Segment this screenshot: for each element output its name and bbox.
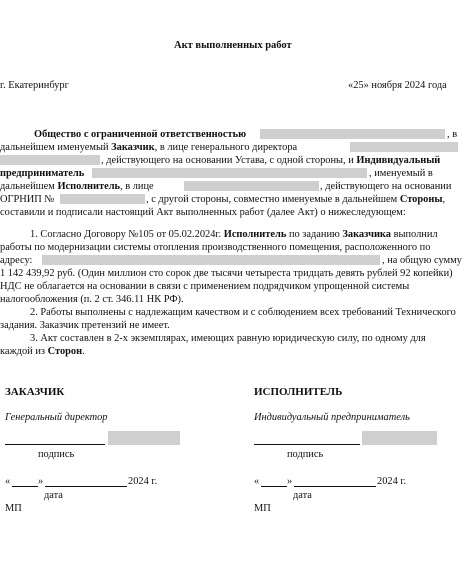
p1-text: 1. Согласно Договору №105 от 05.02.2024г. bbox=[30, 229, 222, 240]
intro-line-3 bbox=[101, 154, 440, 167]
redacted-director-name bbox=[350, 142, 458, 152]
p3-text: . bbox=[82, 346, 85, 357]
redacted-entrepreneur-name bbox=[92, 168, 367, 178]
redacted-representative bbox=[184, 181, 319, 191]
contractor-month-line bbox=[294, 486, 376, 487]
contractor-date-close-quote: » bbox=[287, 476, 293, 487]
customer-date-open-quote: « bbox=[5, 476, 11, 487]
intro-line-1 bbox=[34, 128, 246, 141]
p2-line-1: 2. Работы выполнены с надлежащим качеством и с соблюдением всех требований Технического bbox=[30, 307, 456, 318]
p3-line-1: 3. Акт составлен в 2-х экземплярах, имеющих равную юридическую силу, по одному для bbox=[30, 333, 426, 344]
p3-line-2 bbox=[0, 345, 85, 358]
redacted-company-name bbox=[260, 129, 445, 139]
intro-text: , действующего на основании bbox=[320, 181, 452, 192]
p1-text: выполнил bbox=[393, 229, 438, 240]
intro-line-6 bbox=[146, 193, 445, 206]
customer-stamp-label: МП bbox=[5, 503, 22, 514]
customer-heading: ЗАКАЗЧИК bbox=[5, 386, 65, 398]
p1-text: по заданию bbox=[288, 229, 340, 240]
contractor-heading: ИСПОЛНИТЕЛЬ bbox=[254, 386, 343, 398]
p1-line-4: 1 142 439,92 руб. (Один миллион сто сорок две тысячи четыреста тридцать девять рублей 92 копейки) bbox=[0, 268, 453, 279]
intro-line-7: составили и подписали настоящий Акт выполненных работ (далее Акт) о нижеследующем: bbox=[0, 207, 406, 218]
intro-text: , именуемый в bbox=[369, 168, 433, 179]
contractor-term: Исполнитель bbox=[223, 229, 287, 240]
redacted-ogrnip bbox=[60, 194, 145, 204]
p1-line-2: работы по модернизации системы отопления производственного помещения, расположенного по bbox=[0, 242, 431, 253]
customer-date-caption: дата bbox=[44, 490, 63, 501]
intro-text: , в лице bbox=[120, 181, 154, 192]
contractor-date-open-quote: « bbox=[254, 476, 260, 487]
parties-term: Стороны bbox=[399, 194, 443, 205]
document-title: Акт выполненных работ bbox=[174, 40, 292, 51]
intro-text: , bbox=[442, 194, 446, 205]
redacted-customer-name bbox=[108, 431, 180, 445]
redacted-director-name-cont bbox=[0, 155, 100, 165]
intro-line-5 bbox=[0, 180, 154, 193]
intro-text: , в лице генерального директора bbox=[154, 142, 298, 153]
intro-text: дальнейшем bbox=[0, 181, 55, 192]
contractor-day-line bbox=[261, 486, 287, 487]
intro-text: дальнейшем именуемый bbox=[0, 142, 109, 153]
customer-role: Генеральный директор bbox=[5, 412, 108, 423]
intro-text: , в bbox=[447, 129, 458, 140]
contractor-signature-caption: подпись bbox=[287, 449, 324, 460]
p1-line-3: адресу: bbox=[0, 255, 33, 266]
customer-term: Заказчик bbox=[111, 142, 155, 153]
customer-term: Заказчика bbox=[342, 229, 391, 240]
intro-text: , действующего на основании Устава, с одной стороны, и bbox=[101, 155, 354, 166]
customer-date-close-quote: » bbox=[38, 476, 44, 487]
p1-line-1 bbox=[30, 228, 438, 241]
parties-term: Сторон bbox=[47, 346, 83, 357]
document-date: «25» ноября 2024 года bbox=[348, 80, 447, 91]
ogrnip-label: ОГРНИП № bbox=[0, 194, 55, 205]
contractor-date-caption: дата bbox=[293, 490, 312, 501]
entrepreneur-term: Индивидуальный bbox=[356, 155, 441, 166]
contractor-role: Индивидуальный предприниматель bbox=[254, 412, 410, 423]
customer-signature-caption: подпись bbox=[38, 449, 75, 460]
redacted-contractor-name bbox=[362, 431, 437, 445]
intro-text: , с другой стороны, совместно именуемые в дальнейшем bbox=[146, 194, 398, 205]
p1-line-6: налогообложения (п. 2 ст. 346.11 НК РФ). bbox=[0, 294, 184, 305]
p1-text: , на общую сумму bbox=[382, 255, 462, 266]
entrepreneur-term: предприниматель bbox=[0, 168, 85, 179]
intro-line-4 bbox=[0, 167, 84, 180]
intro-line-2 bbox=[0, 141, 297, 154]
redacted-address bbox=[42, 255, 380, 265]
customer-month-line bbox=[45, 486, 127, 487]
city: г. Екатеринбург bbox=[0, 80, 69, 91]
p3-text: каждой из bbox=[0, 346, 45, 357]
p2-line-2: задания. Заказчик претензий не имеет. bbox=[0, 320, 170, 331]
contractor-signature-line bbox=[254, 444, 360, 445]
contractor-date-year: 2024 г. bbox=[377, 476, 407, 487]
customer-date-year: 2024 г. bbox=[128, 476, 158, 487]
contractor-term: Исполнитель bbox=[57, 181, 121, 192]
customer-signature-line bbox=[5, 444, 105, 445]
contractor-stamp-label: МП bbox=[254, 503, 271, 514]
company-type: Общество с ограниченной ответственностью bbox=[34, 129, 247, 140]
customer-day-line bbox=[12, 486, 38, 487]
p1-line-5: НДС не облагается на основании в связи с применением подрядчиком упрощенной системы bbox=[0, 281, 410, 292]
